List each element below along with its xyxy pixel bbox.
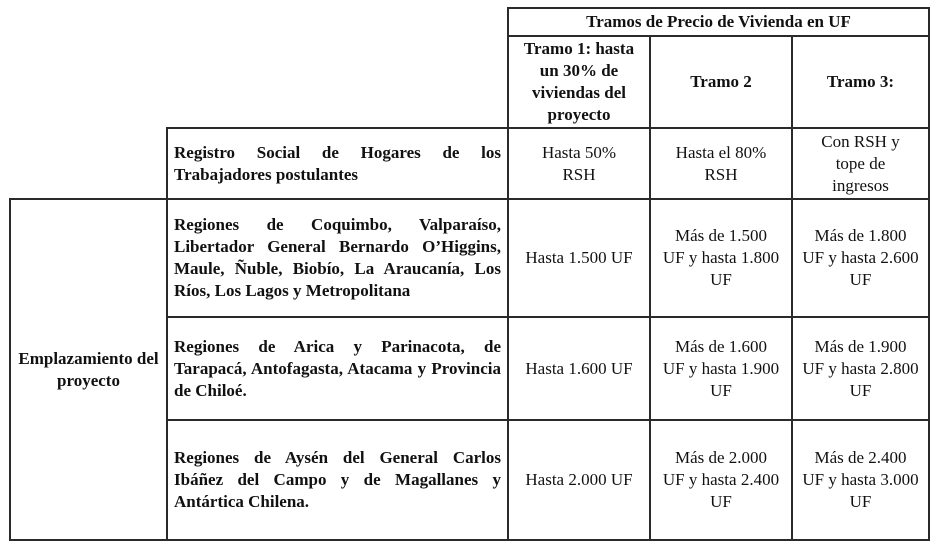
region-row-1-tramo-3-text: Más de 1.800 UF y hasta 2.600 UF: [802, 226, 919, 289]
region-row-1-label: [168, 200, 507, 316]
region-row-1-tramo-2: [651, 200, 791, 316]
region-row-2-tramo-2-text: Más de 1.600 UF y hasta 1.900 UF: [662, 336, 780, 400]
region-row-2-label-text: Regiones de Arica y Parinacota, de Tarapacá, Antofagasta, Atacama y Provincia de Chiloé.: [174, 336, 501, 400]
column-header-tramo-1-text: Tramo 1: hasta un 30% de viviendas del proyecto: [523, 39, 635, 124]
location-label: [11, 200, 166, 539]
region-row-3-label: [168, 421, 507, 539]
column-header-tramo-3-text: Tramo 3:: [826, 72, 895, 91]
rsh-row-tramo-3-text: Con RSH y tope de ingresos: [821, 131, 900, 195]
rsh-row-tramo-1-text: Hasta 50% RSH: [541, 142, 617, 184]
rsh-row-label-text: Registro Social de Hogares de los Trabajadores postulantes: [174, 142, 501, 184]
column-header-tramo-1: [509, 37, 649, 127]
rsh-row-tramo-2-text: Hasta el 80% RSH: [675, 142, 767, 184]
column-header-tramo-3: [793, 37, 928, 127]
rule-right: [928, 7, 930, 541]
region-row-3-tramo-3: [793, 421, 928, 539]
region-row-1-tramo-1-text: Hasta 1.500 UF: [525, 248, 633, 267]
location-label-text: Emplazamiento del proyecto: [18, 348, 159, 390]
region-row-3-tramo-3-text: Más de 2.400 UF y hasta 3.000 UF: [802, 448, 919, 511]
column-header-tramo-2: [651, 37, 791, 127]
rsh-row-tramo-3: [793, 129, 928, 198]
region-row-1-tramo-3: [793, 200, 928, 316]
region-row-2-label: [168, 318, 507, 419]
region-row-3-tramo-2: [651, 421, 791, 539]
region-row-2-tramo-1: [509, 318, 649, 419]
region-row-1-tramo-1: [509, 200, 649, 316]
region-row-2-tramo-3-text: Más de 1.900 UF y hasta 2.800 UF: [802, 336, 919, 400]
group-header-text: Tramos de Precio de Vivienda en UF: [586, 12, 851, 31]
group-header: [509, 9, 928, 35]
region-row-2-tramo-3: [793, 318, 928, 419]
region-row-3-tramo-1-text: Hasta 2.000 UF: [525, 470, 633, 489]
rsh-row-tramo-2: [651, 129, 791, 198]
region-row-3-tramo-2-text: Más de 2.000 UF y hasta 2.400 UF: [662, 448, 780, 511]
region-row-1-tramo-2-text: Más de 1.500 UF y hasta 1.800 UF: [662, 226, 780, 289]
column-header-tramo-2-text: Tramo 2: [690, 72, 752, 91]
region-row-3-tramo-1: [509, 421, 649, 539]
rsh-row-label: [168, 129, 507, 198]
region-row-1-label-text: Regiones de Coquimbo, Valparaíso, Libertador General Bernardo O’Higgins, Maule, Ñuble, Biobío, La Araucanía, Los Ríos, Los Lagos y Metropolitana: [174, 215, 501, 300]
region-row-2-tramo-2: [651, 318, 791, 419]
region-row-3-label-text: Regiones de Aysén del General Carlos Ibáñez del Campo y de Magallanes y Antártica Chilena.: [174, 448, 501, 511]
rsh-row-tramo-1: [509, 129, 649, 198]
region-row-2-tramo-1-text: Hasta 1.600 UF: [525, 358, 633, 378]
